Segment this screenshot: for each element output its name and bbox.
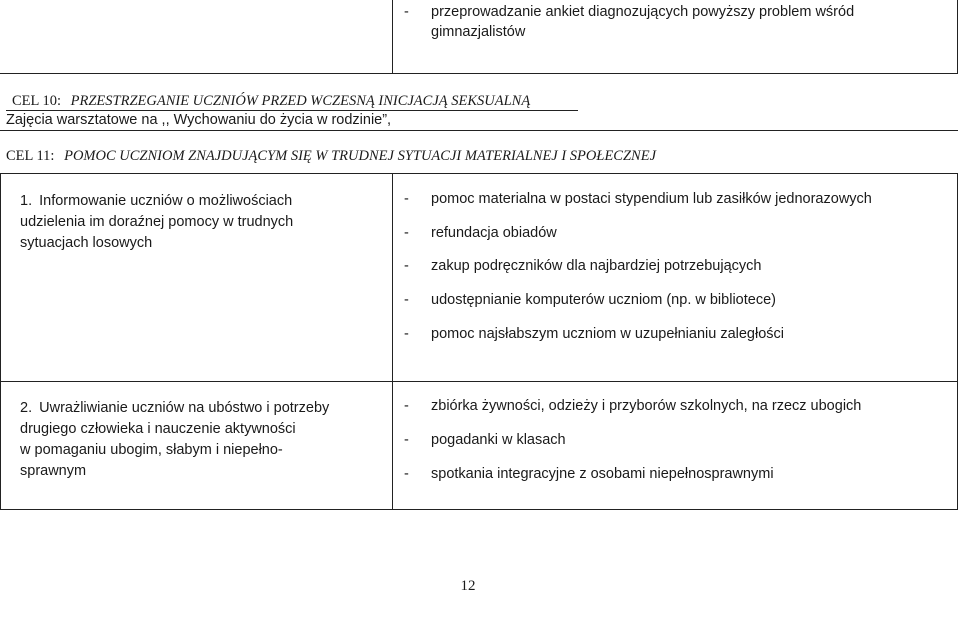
- goal11-title: POMOC UCZNIOM ZNAJDUJĄCYM SIĘ W TRUDNEJ SYTUACJI MATERIALNEJ I SPOŁECZNEJ: [64, 148, 657, 164]
- task1-action: - pomoc materialna w postaci stypendium lub zasiłków jednorazowych: [404, 191, 872, 207]
- task2-line-3: w pomaganiu ubogim, słabym i niepełno-: [20, 442, 283, 458]
- goal10-underline: [6, 110, 578, 111]
- task1-action: - udostępnianie komputerów uczniom (np. w bibliotece): [404, 292, 776, 308]
- task1-line-1: Informowanie uczniów o możliwościach: [39, 193, 293, 209]
- goal11-heading: [6, 148, 656, 165]
- task-table-column-divider: [392, 173, 393, 510]
- page-number: 12: [460, 578, 476, 594]
- task1-action: - zakup podręczników dla najbardziej potrzebujących: [404, 258, 762, 274]
- top-row-bottom-border: [0, 73, 958, 74]
- task2-number: 2.: [20, 400, 33, 416]
- task1-description: [20, 191, 293, 254]
- task1-action-4: udostępnianie komputerów uczniom (np. w bibliotece): [431, 292, 776, 308]
- task2-line-1: Uwrażliwianie uczniów na ubóstwo i potrzeby: [39, 400, 330, 416]
- task2-description: [20, 398, 329, 482]
- task1-action-2: refundacja obiadów: [431, 225, 557, 241]
- task1-action-3: zakup podręczników dla najbardziej potrzebujących: [431, 258, 762, 274]
- goal10-subtitle: Zajęcia warsztatowe na ,, Wychowaniu do życia w rodzinie”,: [6, 112, 392, 128]
- task1-action-1: pomoc materialna w postaci stypendium lub zasiłków jednorazowych: [431, 191, 872, 207]
- top-row-line-2: gimnazjalistów: [431, 24, 526, 40]
- task1-action: - refundacja obiadów: [404, 225, 557, 241]
- top-row-right-border: [957, 0, 958, 74]
- goal10-heading: [12, 93, 530, 110]
- top-row-column-divider: [392, 0, 393, 74]
- task1-action: - pomoc najsłabszym uczniom w uzupełnianiu zaległości: [404, 326, 785, 342]
- task2-action-1: zbiórka żywności, odzieży i przyborów szkolnych, na rzecz ubogich: [431, 398, 862, 414]
- task2-action: - zbiórka żywności, odzieży i przyborów szkolnych, na rzecz ubogich: [404, 398, 862, 414]
- task1-number: 1.: [20, 193, 33, 209]
- task2-action: - pogadanki w klasach: [404, 432, 566, 448]
- task1-line-3: sytuacjach losowych: [20, 235, 153, 251]
- goal10-prefix: CEL 10:: [12, 93, 62, 109]
- goal10-title: PRZESTRZEGANIE UCZNIÓW PRZED WCZESNĄ INICJACJĄ SEKSUALNĄ: [70, 93, 531, 109]
- task2-line-4: sprawnym: [20, 463, 87, 479]
- task1-line-2: udzielenia im doraźnej pomocy w trudnych: [20, 214, 294, 230]
- task2-line-2: drugiego człowieka i nauczenie aktywności: [20, 421, 296, 437]
- task1-action-5: pomoc najsłabszym uczniom w uzupełnianiu zaległości: [431, 326, 785, 342]
- bullet-dash: -: [404, 4, 409, 20]
- goal11-top-border: [0, 130, 958, 131]
- top-row-action: [404, 4, 854, 20]
- task2-action-2: pogadanki w klasach: [431, 432, 566, 448]
- task-table-row-divider: [0, 381, 958, 382]
- task2-action: - spotkania integracyjne z osobami niepełnosprawnymi: [404, 466, 774, 482]
- top-row-line-1: przeprowadzanie ankiet diagnozujących powyższy problem wśród: [431, 4, 855, 20]
- goal11-prefix: CEL 11:: [6, 148, 55, 164]
- task2-action-3: spotkania integracyjne z osobami niepełnosprawnymi: [431, 466, 774, 482]
